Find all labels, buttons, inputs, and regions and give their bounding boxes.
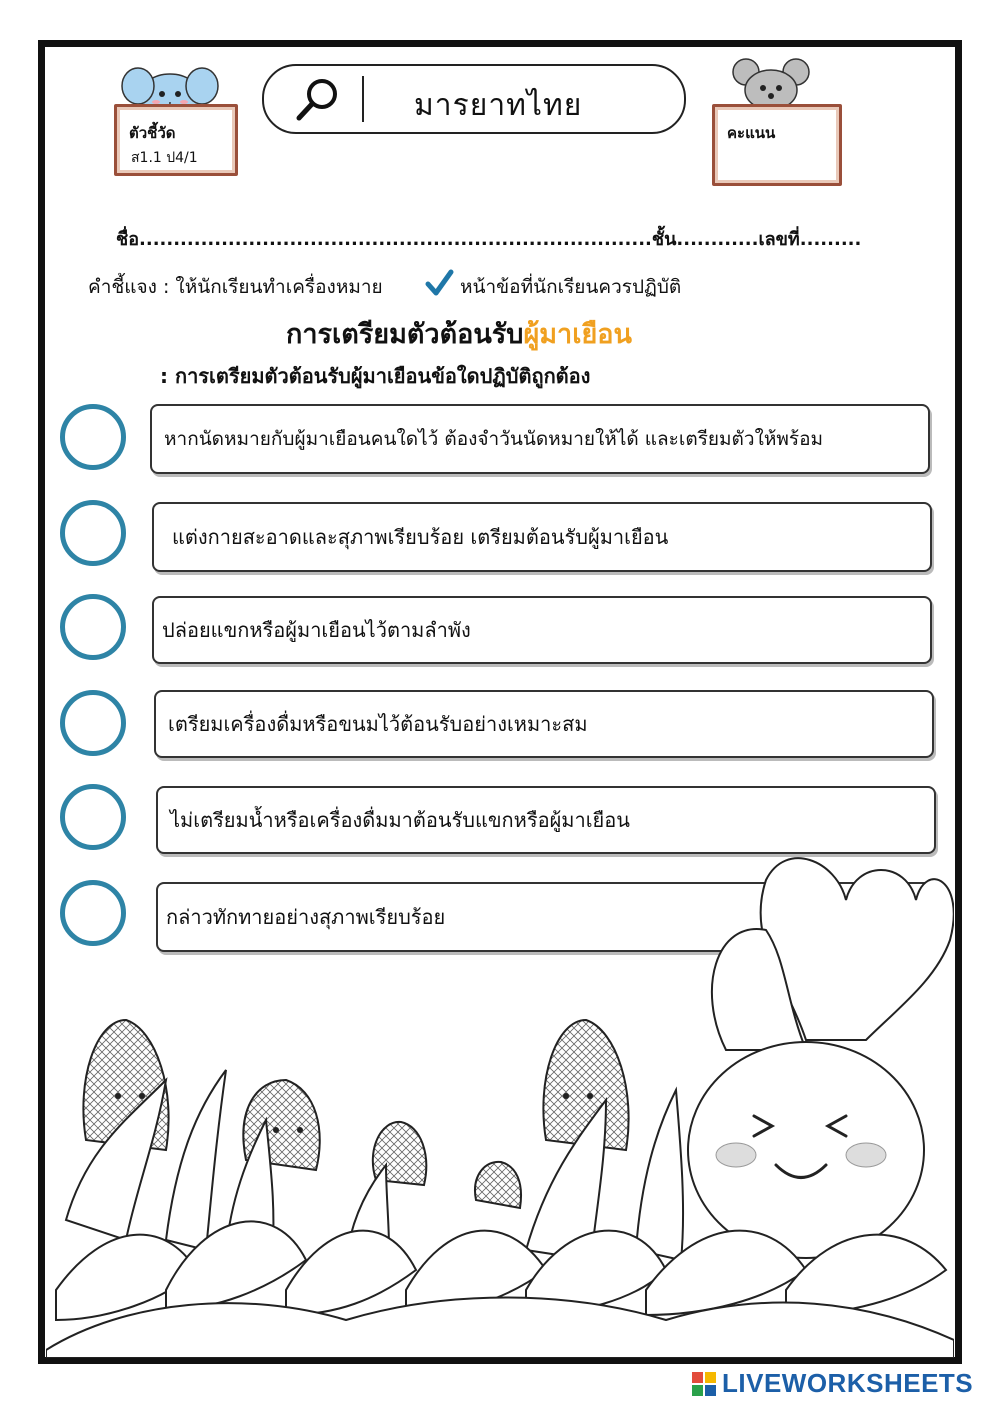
title-divider (362, 76, 364, 122)
item-text-3: ปล่อยแขกหรือผู้มาเยือนไว้ตามลำพัง (162, 618, 471, 642)
item-box-2 (152, 502, 932, 572)
page-title: มารยาทไทย (414, 88, 583, 123)
answer-circle-2[interactable] (60, 500, 126, 566)
instruction-prefix: คำชี้แจง : ให้นักเรียนทำเครื่องหมาย (88, 276, 383, 298)
item-box-3 (152, 596, 932, 664)
section-heading (286, 312, 632, 355)
indicator-value: ส1.1 ป4/1 (131, 150, 198, 166)
title-pill (262, 64, 686, 134)
footer-brand: LIVEWORKSHEETS (722, 1368, 974, 1398)
answer-circle-3[interactable] (60, 594, 126, 660)
item-box-1 (150, 404, 930, 474)
item-text-5: ไม่เตรียมน้ำหรือเครื่องดื่มมาต้อนรับแขกหรือผู้มาเยือน (170, 808, 630, 832)
mouse-icon (726, 56, 816, 110)
corn-radish-illustration (46, 820, 954, 1358)
magnifier-icon (294, 76, 342, 124)
answer-circle-4[interactable] (60, 690, 126, 756)
name-line: ชื่อ...........................................................................ชั้น............เลขที่......... (116, 229, 862, 250)
liveworksheets-logo-icon (692, 1372, 716, 1396)
instruction-suffix: หน้าข้อที่นักเรียนควรปฏิบัติ (460, 276, 682, 298)
question-text: : การเตรียมตัวต้อนรับผู้มาเยือนข้อใดปฏิบัติถูกต้อง (160, 364, 591, 388)
indicator-sign (114, 104, 238, 176)
item-text-4: เตรียมเครื่องดื่มหรือขนมไว้ต้อนรับอย่างเหมาะสม (168, 712, 588, 736)
score-sign (712, 104, 842, 186)
heading-main: การเตรียมตัวต้อนรับ (286, 319, 524, 350)
answer-circle-1[interactable] (60, 404, 126, 470)
item-text-1: หากนัดหมายกับผู้มาเยือนคนใดไว้ ต้องจำวันนัดหมายให้ได้ และเตรียมตัวให้พร้อม (164, 428, 824, 450)
item-text-2: แต่งกายสะอาดและสุภาพเรียบร้อย เตรียมต้อนรับผู้มาเยือน (172, 525, 669, 549)
item-box-4 (154, 690, 934, 758)
item-text-6: กล่าวทักทายอย่างสุภาพเรียบร้อย (166, 905, 446, 929)
score-label: คะแนน (727, 124, 776, 142)
checkmark-icon (424, 268, 454, 298)
heading-highlight: ผู้มาเยือน (523, 319, 632, 350)
indicator-label: ตัวชี้วัด (129, 124, 176, 142)
